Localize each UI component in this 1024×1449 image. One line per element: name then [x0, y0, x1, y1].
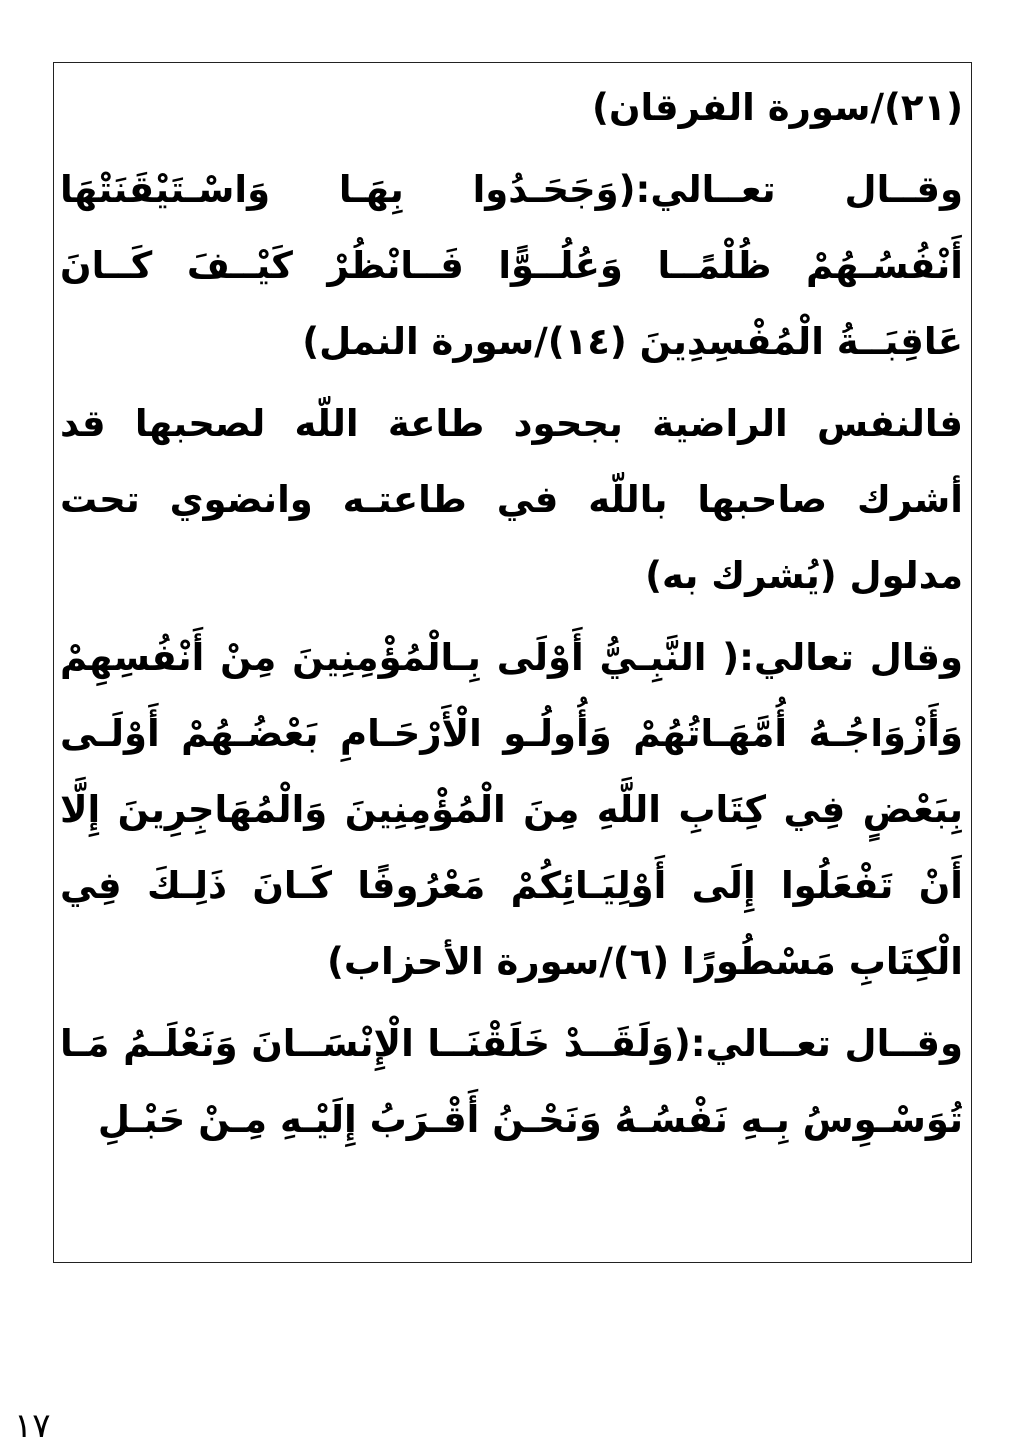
- paragraph-quote-qaf: وقــال تعــالي:(وَلَقَــدْ خَلَقْنَــا الْإِنْسَــانَ وَنَعْلَـمُ مَـا تُوَسْـوِسُ بِـهِ نَفْسُـهُ وَنَحْـنُ أَقْـرَبُ إِلَيْـهِ مِـنْ حَبْـلِ: [60, 1022, 963, 1141]
- paragraph-quote-ahzab: وقال تعالي:( النَّبِـيُّ أَوْلَى بِـالْمُؤْمِنِينَ مِنْ أَنْفُسِهِمْ وَأَزْوَاجُـهُ أُمَّهَـاتُهُمْ وَأُولُـو الْأَرْحَـامِ بَعْضُـهُمْ أَوْلَـى بِبَعْضٍ فِي كِتَابِ اللَّهِ مِنَ الْمُؤْمِنِينَ وَالْمُهَاجِرِينَ إِلَّا أَنْ تَفْعَلُوا إِلَى أَوْلِيَـائِكُمْ مَعْرُوفًا كَـانَ ذَلِـكَ فِي الْكِتَابِ مَسْطُورًا (٦)/سورة الأحزاب): [60, 636, 963, 983]
- paragraph-quote-naml: وقــال تعــالي:(وَجَحَـدُوا بِهَـا وَاسْـتَيْقَنَتْهَا أَنْفُسُـهُمْ ظُلْمًــا وَعُلُــوًّا فَــانْظُرْ كَيْــفَ كَــانَ عَاقِبَــةُ الْمُفْسِدِينَ (١٤)/سورة النمل): [60, 168, 963, 363]
- paragraph-commentary: فالنفس الراضية بجحود طاعة اللّه لصحبها قد أشرك صاحبها باللّه في طاعتـه وانضوي تحت مدلول (يُشرك به): [60, 402, 963, 597]
- text-body: [60, 70, 963, 1164]
- page-number: ١٧: [14, 1406, 51, 1446]
- paragraph-surah-furqan-ref: (٢١)/سورة الفرقان): [592, 86, 963, 129]
